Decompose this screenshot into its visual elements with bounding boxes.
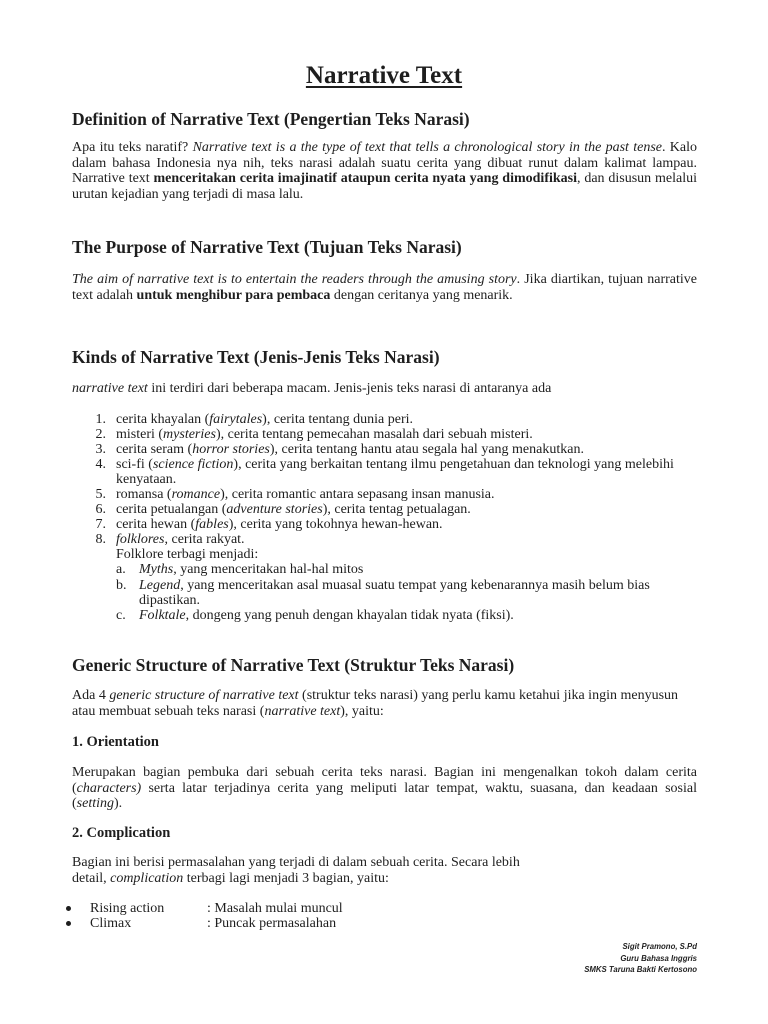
bullet-icon — [66, 906, 71, 911]
author-role: Guru Bahasa Inggris — [620, 953, 697, 963]
definition-heading: Definition of Narrative Text (Pengertian Teks Narasi) — [72, 109, 470, 129]
orientation-heading: 1. Orientation — [72, 734, 159, 750]
purpose-paragraph: The aim of narrative text is to entertain the readers through the amusing story. Jika diartikan, tujuan narrative text adalah untuk menghibur para pembaca dengan ceritanya yang menarik. — [72, 272, 697, 303]
orientation-paragraph: Merupakan bagian pembuka dari sebuah cerita teks narasi. Bagian ini mengenalkan tokoh dalam cerita (characters) serta latar terjadinya cerita yang meliputi latar tempat, waktu, suasana, dan keadaan sosial (setting). — [72, 765, 697, 811]
document-page: Narrative Text Definition of Narrative Text (Pengertian Teks Narasi) Apa itu teks naratif? Narrative text is a the type of text that tells a chronological story in the past tense. Kalo dalam bahasa Indonesia nya nih, teks narasi adalah suatu cerita yang dibuat runut dalam kalimat lampau. Narrative text menceritakan cerita imajinatif ataupun cerita nyata yang dimodifikasi, dan disusun melalui urutan kejadian yang terjadi di masa lalu. The Purpose of Narrative Text (Tujuan Teks Narasi) The aim of narrative text is to entertain the readers through the amusing story. Jika diartikan, tujuan narrative text adalah untuk menghibur para pembaca dengan ceritanya yang menarik. Kinds of Narrative Text (Jenis-Jenis Teks Narasi) narrative text ini terdiri dari beberapa macam. Jenis-jenis teks narasi di antaranya ada 1. cerita khayalan (fairytales), cerita tentang dunia peri. 2. misteri (mysteries), cerita tentang pemecahan masalah dari sebuah misteri. 3. cerita seram (horror stories), cerita tentang hantu atau segala hal yang menakutkan. 4. sci-fi (science fiction), cerita yang berkaitan tentang ilmu pengetahuan dan teknologi yang melebihi kenyataan. 5. romansa (romance), cerita romantic antara sepasang insan manusia. 6. cerita petualangan (adventure stories), cerita tentag petualagan. 7. cerita hewan (fables), cerita yang tokohnya hewan-hewan. 8. folklores, cerita rakyat. Folklore terbagi menjadi: a. Myths, yang menceritakan hal-hal mitos b. Legend, yang menceritakan asal muasal suatu tempat yang kebenarannya masih belum bias dipastikan. c. Folktale, dongeng yang penuh dengan khayalan tidak nyata (fiksi). Generic Structure of Narrative Text (Struktur Teks Narasi) Ada 4 generic structure of narrative text (struktur teks narasi) yang perlu kamu ketahui jika ingin menyusun atau membuat sebuah teks narasi (narrative text), yaitu: 1. Orientation Merupakan bagian pembuka dari sebuah cerita teks narasi. Bagian ini mengenalkan tokoh dalam cerita (characters) serta latar terjadinya cerita yang meliputi latar tempat, waktu, suasana, dan keadaan sosial (setting). 2. Complication Bagian ini berisi permasalahan yang terjadi di dalam sebuah cerita. Secara lebih detail, complication terbagi lagi menjadi 3 bagian, yaitu: Rising action : Masalah mulai muncul Climax : Puncak permasalahan Sigit Pramono, S.Pd Guru Bahasa Inggris SMKS Taruna Bakti Kertosono — [0, 0, 768, 1024]
page-title: Narrative Text — [305, 62, 463, 89]
kinds-heading: Kinds of Narrative Text (Jenis-Jenis Teks Narasi) — [72, 347, 440, 367]
complication-paragraph: Bagian ini berisi permasalahan yang terjadi di dalam sebuah cerita. Secara lebih detail, complication terbagi lagi menjadi 3 bagian, yaitu: — [72, 855, 520, 886]
structure-heading: Generic Structure of Narrative Text (Struktur Teks Narasi) — [72, 655, 515, 675]
author-footer — [584, 941, 697, 976]
structure-intro: Ada 4 generic structure of narrative text (struktur teks narasi) yang perlu kamu ketahui jika ingin menyusun atau membuat sebuah teks narasi (narrative text), yaitu: — [72, 688, 679, 719]
author-school: SMKS Taruna Bakti Kertosono — [584, 965, 697, 974]
complication-heading: 2. Complication — [72, 825, 171, 841]
kinds-intro: narrative text ini terdiri dari beberapa macam. Jenis-jenis teks narasi di antaranya ada — [72, 381, 552, 396]
definition-paragraph: Apa itu teks naratif? Narrative text is a the type of text that tells a chronological story in the past tense. Kalo dalam bahasa Indonesia nya nih, teks narasi adalah suatu cerita yang dibuat runut dalam kalimat lampau. Narrative text menceritakan cerita imajinatif ataupun cerita nyata yang dimodifikasi, dan disusun melalui urutan kejadian yang terjadi di masa lalu. — [72, 140, 697, 202]
author-name: Sigit Pramono, S.Pd — [622, 942, 697, 951]
purpose-heading: The Purpose of Narrative Text (Tujuan Teks Narasi) — [72, 237, 462, 257]
bullet-icon — [66, 921, 71, 926]
